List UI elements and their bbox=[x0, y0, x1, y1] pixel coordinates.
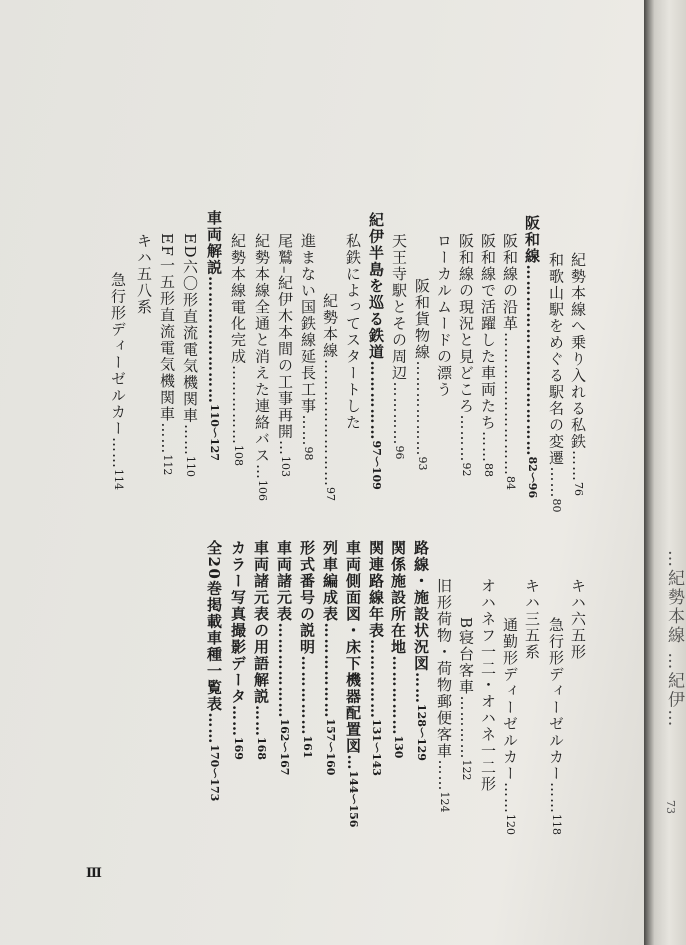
toc-page-ref: 162〜167 bbox=[278, 718, 291, 776]
toc-leader-dots: …… bbox=[205, 712, 223, 745]
toc-page-ref: 130 bbox=[392, 735, 405, 759]
toc-title: 阪和線 bbox=[523, 215, 541, 265]
toc-title: 車両諸元表 bbox=[275, 540, 293, 623]
toc-page-ref: 106 bbox=[256, 480, 269, 501]
toc-entry bbox=[135, 233, 153, 316]
toc-leader-dots: …… bbox=[109, 437, 127, 469]
toc-entry bbox=[413, 278, 431, 471]
toc-page-ref: 108 bbox=[232, 445, 245, 466]
toc-leader-dots: ………… bbox=[390, 381, 408, 446]
toc-title: 旧形荷物・荷物郵便客車 bbox=[435, 578, 453, 760]
toc-leader-dots: ……………… bbox=[321, 622, 339, 719]
toc-entry bbox=[275, 540, 293, 775]
toc-leader-dots: …… bbox=[501, 782, 519, 814]
toc-entry bbox=[276, 233, 294, 477]
toc-entry bbox=[457, 233, 475, 477]
toc-page-ref: 169 bbox=[232, 737, 245, 760]
toc-leader-dots: …………… bbox=[298, 655, 316, 736]
toc-title: 紀勢本線へ乗り入れる私鉄 bbox=[569, 252, 587, 450]
toc-title: 紀勢本線電化完成 bbox=[229, 233, 247, 365]
toc-title: キハ六五形 bbox=[569, 578, 587, 661]
toc-title: 紀勢本線 bbox=[321, 293, 339, 359]
toc-title: キハ五八系 bbox=[135, 233, 153, 316]
toc-page-ref: 76 bbox=[572, 482, 585, 496]
toc-title: 阪和線で活躍した車両たち bbox=[479, 233, 497, 431]
toc-entry bbox=[389, 540, 407, 758]
toc-leader-dots: …… bbox=[569, 450, 587, 482]
toc-entry bbox=[569, 252, 587, 496]
toc-entry bbox=[547, 617, 565, 835]
toc-page-ref: 97〜109 bbox=[370, 440, 383, 490]
adjacent-page-number: 73 bbox=[664, 800, 677, 814]
toc-entry bbox=[435, 578, 453, 813]
toc-page-ref: 124 bbox=[438, 791, 451, 813]
toc-page-ref: 170〜173 bbox=[208, 744, 221, 802]
toc-leader-dots: …………… bbox=[367, 360, 385, 441]
toc-leader-dots: …… bbox=[299, 414, 317, 447]
toc-page-ref: 157〜160 bbox=[324, 718, 337, 776]
toc-page-ref: 103 bbox=[279, 456, 292, 477]
toc-entry bbox=[501, 233, 519, 490]
toc-entry bbox=[344, 233, 362, 431]
toc-entry bbox=[109, 272, 127, 490]
toc-title: 車両解説 bbox=[205, 210, 223, 276]
toc-leader-dots: …………… bbox=[229, 365, 247, 445]
toc-entry bbox=[181, 233, 199, 477]
toc-page-ref: 98 bbox=[302, 446, 315, 461]
toc-page-ref: 112 bbox=[161, 454, 174, 476]
toc-entry bbox=[229, 233, 247, 466]
toc-title: 阪和線の現況と見どころ bbox=[457, 233, 475, 415]
toc-leader-dots: …… bbox=[181, 423, 199, 456]
toc-leader-dots: …………… bbox=[367, 639, 385, 719]
toc-entry bbox=[367, 212, 385, 490]
toc-title: 紀勢本線全通と消えた連絡バス bbox=[253, 233, 271, 464]
toc-leader-dots: … bbox=[276, 440, 294, 456]
toc-page-ref: 114 bbox=[112, 469, 125, 490]
toc-entry bbox=[435, 233, 453, 398]
toc-title: キハ三五系 bbox=[523, 578, 541, 661]
toc-entry bbox=[523, 578, 541, 661]
toc-page-ref: 110 bbox=[184, 455, 197, 477]
toc-entry bbox=[321, 540, 339, 775]
toc-page-ref: 97 bbox=[324, 487, 337, 501]
toc-page-ref: 120 bbox=[504, 814, 517, 835]
toc-leader-dots: …… bbox=[412, 672, 430, 704]
toc-title: 進まない国鉄線延長工事 bbox=[299, 233, 317, 415]
toc-entry bbox=[344, 540, 362, 827]
toc-entry bbox=[479, 233, 497, 477]
toc-title: オハネフ一二・オハネ一二形 bbox=[479, 578, 497, 793]
toc-title: 尾鷲–紀伊木本間の工事再開 bbox=[276, 233, 294, 440]
toc-title: ED六〇形直流電気機関車 bbox=[181, 233, 199, 424]
toc-entry bbox=[367, 540, 385, 776]
toc-title: 阪和貨物線 bbox=[413, 278, 431, 361]
toc-leader-dots: …… bbox=[435, 759, 453, 792]
toc-entry bbox=[205, 540, 223, 801]
toc-page-ref: 168 bbox=[255, 737, 268, 760]
toc-page-ref: 82〜96 bbox=[526, 456, 539, 499]
toc-entry bbox=[569, 578, 587, 661]
toc-leader-dots: …………………… bbox=[321, 359, 339, 487]
toc-page-ref: 122 bbox=[460, 759, 473, 781]
toc-title: 急行形ディーゼルカー bbox=[109, 272, 127, 437]
toc-title: カラー写真撮影データ bbox=[229, 540, 247, 705]
toc-entry bbox=[457, 617, 475, 781]
toc-page-ref: 110〜127 bbox=[208, 404, 221, 461]
toc-title: 形式番号の説明 bbox=[298, 540, 316, 656]
toc-entry bbox=[205, 210, 223, 461]
toc-title: 紀伊半島を巡る鉄道 bbox=[367, 212, 385, 361]
toc-page-ref: 131〜143 bbox=[370, 719, 383, 776]
toc-title: B寝台客車 bbox=[457, 617, 475, 696]
toc-entry bbox=[479, 578, 497, 793]
toc-page-ref: 96 bbox=[393, 445, 406, 460]
toc-leader-dots: …………… bbox=[389, 655, 407, 736]
toc-title: 関連路線年表 bbox=[367, 540, 385, 639]
toc-entry bbox=[321, 293, 339, 501]
toc-page-ref: 128〜129 bbox=[415, 704, 428, 761]
toc-leader-dots: …… bbox=[229, 705, 247, 737]
toc-title: 通勤形ディーゼルカー bbox=[501, 617, 519, 782]
toc-title: ローカルムードの漂う bbox=[435, 233, 453, 398]
adjacent-page-text: …紀勢本線 …紀伊… bbox=[664, 550, 684, 729]
toc-title: 天王寺駅とその周辺 bbox=[390, 233, 408, 382]
toc-leader-dots: …… bbox=[479, 431, 497, 463]
toc-entry bbox=[523, 215, 541, 498]
toc-title: 車両諸元表の用語解説 bbox=[252, 540, 270, 705]
toc-page-ref: 92 bbox=[460, 462, 473, 477]
toc-page-ref: 88 bbox=[482, 463, 495, 477]
toc-title: 急行形ディーゼルカー bbox=[547, 617, 565, 782]
toc-leader-dots: ……………… bbox=[275, 622, 293, 719]
toc-page-ref: 118 bbox=[550, 814, 563, 835]
toc-entry bbox=[229, 540, 247, 760]
toc-title: 路線・施設状況図 bbox=[412, 540, 430, 672]
toc-entry bbox=[253, 233, 271, 501]
toc-title: 車両側面図・床下機器配置図 bbox=[344, 540, 362, 755]
toc-leader-dots: … bbox=[344, 754, 362, 771]
toc-leader-dots: ……………………………… bbox=[523, 264, 541, 457]
toc-entry bbox=[390, 233, 408, 460]
toc-entry bbox=[252, 540, 270, 760]
toc-entry bbox=[298, 540, 316, 758]
toc-title: EF一五形直流電気機関車 bbox=[158, 233, 176, 423]
toc-title: 関係施設所在地 bbox=[389, 540, 407, 656]
toc-title: 阪和線の沿革 bbox=[501, 233, 519, 332]
toc-leader-dots: ……………………… bbox=[501, 332, 519, 476]
toc-title: 私鉄によってスタートした bbox=[344, 233, 362, 431]
toc-leader-dots: ……………… bbox=[413, 360, 431, 457]
toc-leader-dots: …… bbox=[547, 782, 565, 814]
toc-leader-dots: ……… bbox=[457, 414, 475, 463]
toc-leader-dots: …………………… bbox=[205, 276, 223, 404]
toc-entry bbox=[547, 252, 565, 513]
toc-title: 全20巻掲載車種一覧表 bbox=[205, 540, 223, 713]
toc-entry bbox=[158, 233, 176, 475]
toc-page-ref: 93 bbox=[416, 456, 429, 471]
toc-title: 列車編成表 bbox=[321, 540, 339, 623]
page-number: Ⅲ bbox=[86, 866, 103, 881]
toc-page-ref: 144〜156 bbox=[347, 770, 360, 828]
toc-leader-dots: …… bbox=[252, 705, 270, 737]
toc-entry bbox=[299, 233, 317, 461]
toc-leader-dots: …… bbox=[547, 466, 565, 499]
toc-leader-dots: …… bbox=[158, 422, 176, 455]
toc-page-ref: 80 bbox=[550, 498, 563, 513]
toc-entry bbox=[501, 617, 519, 835]
toc-page-ref: 84 bbox=[504, 476, 517, 490]
toc-leader-dots: ………… bbox=[457, 695, 475, 760]
toc-leader-dots: … bbox=[253, 464, 271, 480]
toc-page-ref: 161 bbox=[301, 735, 314, 759]
toc-entry bbox=[412, 540, 430, 761]
toc-title: 和歌山駅をめぐる駅名の変遷 bbox=[547, 252, 565, 467]
